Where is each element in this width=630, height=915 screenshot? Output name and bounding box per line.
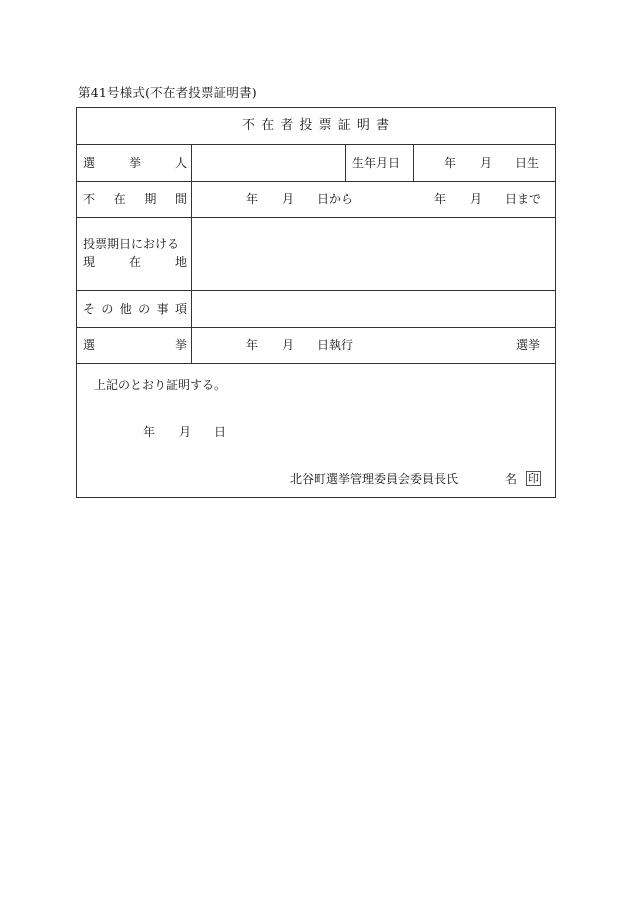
label-char: そ	[83, 302, 96, 316]
label-char: の	[101, 302, 114, 316]
seal-mark	[526, 471, 541, 486]
from-month: 月	[282, 192, 295, 206]
to-year: 年	[434, 192, 447, 206]
certification-year: 年	[143, 425, 156, 439]
label-char: 期	[144, 192, 157, 206]
certification-statement: 上記のとおり証明する。	[94, 378, 227, 392]
row-divider	[77, 363, 555, 364]
label-char: 他	[119, 302, 132, 316]
row-divider	[77, 217, 555, 218]
name-suffix: 名	[505, 472, 518, 486]
label-column-divider	[191, 144, 192, 363]
birthdate-label-divider	[345, 144, 346, 181]
row-divider	[77, 290, 555, 291]
certificate-form	[76, 107, 556, 498]
birthdate-value-divider	[413, 144, 414, 181]
to-month: 月	[470, 192, 483, 206]
row-divider	[77, 327, 555, 328]
label-char: 在	[128, 255, 141, 269]
elector-label	[83, 156, 187, 170]
from-day: 日から	[317, 192, 354, 206]
other-matters-label	[83, 302, 187, 316]
birthdate-day: 日生	[515, 156, 540, 170]
label-char: 選	[83, 338, 96, 352]
label-char: 人	[174, 156, 187, 170]
label-char: 間	[174, 192, 187, 206]
form-number-label: 第41号様式(不在者投票証明書)	[78, 85, 257, 100]
from-year: 年	[246, 192, 259, 206]
label-char: 挙	[128, 156, 141, 170]
birthdate-year: 年	[444, 156, 457, 170]
label-char: 事	[156, 302, 169, 316]
election-suffix: 選挙	[516, 338, 541, 352]
certificate-title: 不 在 者 投 票 証 明 書	[242, 118, 390, 133]
row-divider	[77, 144, 555, 145]
absence-period-label	[83, 192, 187, 206]
label-char: 挙	[174, 338, 187, 352]
election-year: 年	[246, 338, 259, 352]
label-char: 地	[174, 255, 187, 269]
row-divider	[77, 181, 555, 182]
label-char: 現	[83, 255, 96, 269]
election-label	[83, 338, 187, 352]
to-day: 日まで	[505, 192, 542, 206]
label-char: の	[138, 302, 151, 316]
label-char: 不	[83, 192, 96, 206]
label-char: 在	[113, 192, 126, 206]
label-char: 項	[174, 302, 187, 316]
birthdate-label: 生年月日	[352, 156, 401, 170]
signer-title: 北谷町選挙管理委員会委員長氏	[290, 472, 459, 486]
location-label-line2	[83, 255, 187, 269]
election-day: 日執行	[317, 338, 354, 352]
birthdate-month: 月	[480, 156, 493, 170]
election-month: 月	[282, 338, 295, 352]
location-label-line1: 投票期日における	[83, 237, 180, 251]
certification-day: 日	[214, 425, 227, 439]
label-char: 選	[83, 156, 96, 170]
certification-month: 月	[179, 425, 192, 439]
seal-icon: 印	[528, 472, 539, 485]
